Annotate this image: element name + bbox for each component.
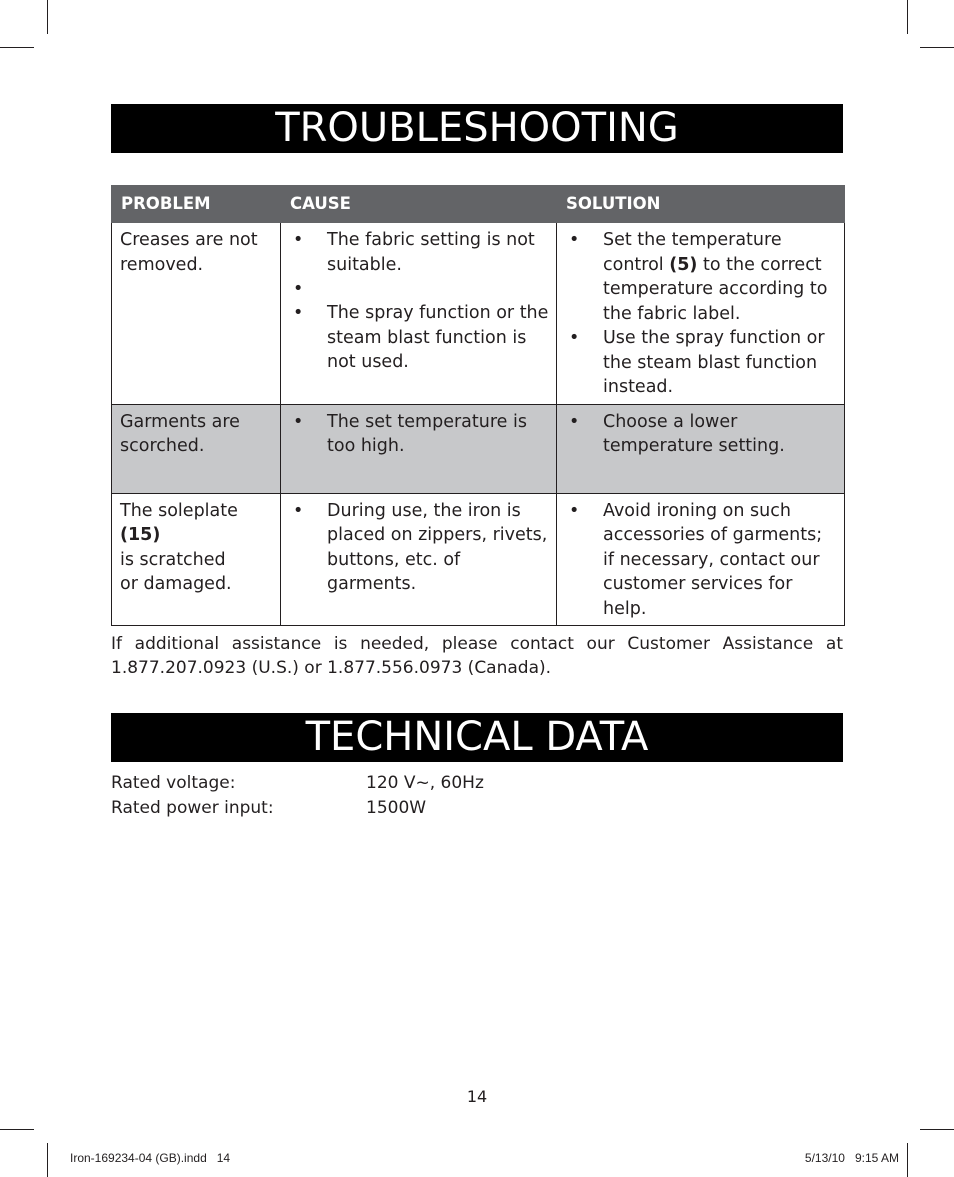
column-header-solution: SOLUTION [557,186,845,223]
crop-mark [920,1129,954,1130]
part-reference: (15) [120,525,161,545]
cause-cell [281,223,557,405]
column-header-problem: PROBLEM [112,186,281,223]
technical-data-heading: TECHNICAL DATA [111,713,843,762]
troubleshooting-heading: TROUBLESHOOTING [111,104,843,153]
print-slug-file: Iron-169234-04 (GB).indd 14 [70,1151,231,1165]
solution-cell [557,493,845,626]
crop-mark [47,0,48,34]
solution-item: • Avoid ironing on such accessories of garments; if necessary, contact our customer services for help. [565,499,838,622]
spec-value: 120 V~, 60Hz [366,773,484,793]
table-header-row [112,186,845,223]
spec-label: Rated power input: [111,798,274,818]
troubleshooting-table [111,185,845,626]
solution-cell [557,223,845,405]
cause-cell [281,404,557,493]
part-reference: (5) [669,254,698,275]
cause-item: • The set temperature is too high. [289,410,550,459]
problem-text: Garments are scorched. [120,411,240,456]
solution-item: • Set the temperature control (5) to the correct temperature according to the fabric label. [565,228,838,326]
problem-text: Creases are not removed. [120,230,258,275]
spec-value: 1500W [366,798,427,818]
crop-mark [907,0,908,34]
table-row [112,404,845,493]
table-row [112,223,845,405]
assistance-paragraph: If additional assistance is needed, please contact our Customer Assistance at 1.877.207.0923 (U.S.) or 1.877.556.0973 (Canada). [111,634,843,678]
cause-item: • The fabric setting is not suitable. [289,228,550,277]
column-header-cause: CAUSE [281,186,557,223]
crop-mark [47,1143,48,1177]
crop-mark [0,1129,34,1130]
solution-cell [557,404,845,493]
page-number: 14 [466,1087,488,1106]
cause-item: • During use, the iron is placed on zippers, rivets, buttons, etc. of garments. [289,499,550,597]
cause-item: • The spray function or the steam blast function is not used. [289,301,550,375]
cause-cell [281,493,557,626]
solution-item: • Choose a lower temperature setting. [565,410,838,459]
print-slug-date: 5/13/10 9:15 AM [804,1151,899,1165]
table-row [112,493,845,626]
crop-mark [920,47,954,48]
crop-mark [907,1143,908,1177]
spec-label: Rated voltage: [111,773,236,793]
solution-item: • Use the spray function or the steam blast function instead. [565,326,838,400]
crop-mark [0,47,34,48]
problem-cell [112,223,281,405]
problem-cell [112,404,281,493]
problem-cell: The soleplate (15) is scratched or damaged. [112,493,281,626]
